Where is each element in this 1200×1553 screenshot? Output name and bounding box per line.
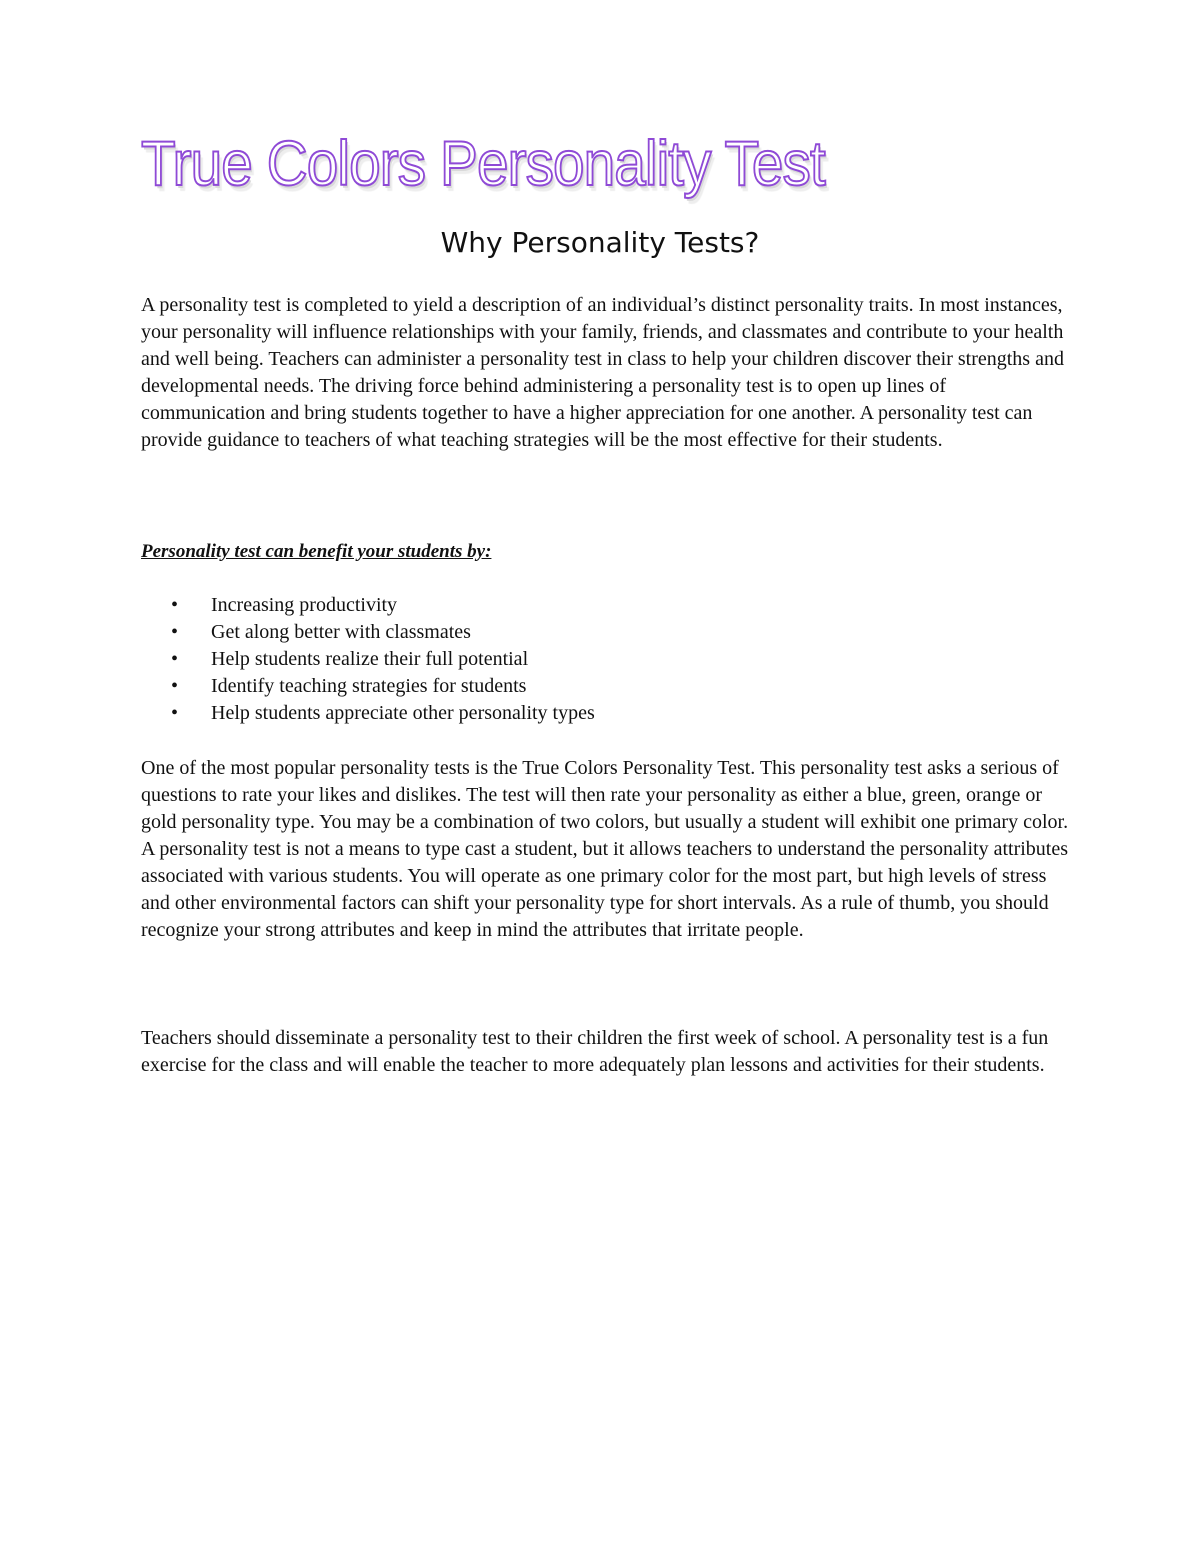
page-title: Why Personality Tests? bbox=[440, 226, 760, 259]
true-colors-paragraph: One of the most popular personality tests is the True Colors Personality Test. This personality test asks a serious of questions to rate your likes and dislikes. The test will then rate your personality as either a blue, green, orange or gold personality type. You may be a combination of two colors, but usually a student will exhibit one primary color. A personality test is not a means to type cast a student, but it allows teachers to understand the personality attributes associated with various students. You will operate as one primary color for the most part, but high levels of stress and other environmental factors can shift your personality type for short intervals. As a rule of thumb, you should recognize your strong attributes and keep in mind the attributes that irritate people. bbox=[141, 757, 1069, 941]
bullet-icon: • bbox=[171, 702, 179, 724]
benefits-list bbox=[141, 592, 1041, 727]
wordart-title: True Colors Personality Test bbox=[141, 129, 825, 199]
list-item-text: Help students realize their full potential bbox=[211, 648, 529, 670]
bullet-icon: • bbox=[171, 675, 179, 697]
list-item-text: Identify teaching strategies for students bbox=[211, 675, 527, 697]
bullet-icon: • bbox=[171, 594, 179, 616]
intro-paragraph: A personality test is completed to yield a description of an individual’s distinct personality traits. In most instances, your personality will influence relationships with your family, friends, and classmates and contribute to your health and well being. Teachers can administer a personality test in class to help your children discover their strengths and developmental needs. The driving force behind administering a personality test is to open up lines of communication and bring students together to have a higher appreciation for one another. A personality test can provide guidance to teachers of what teaching strategies will be the most effective for their students. bbox=[141, 294, 1064, 451]
list-item bbox=[141, 619, 1041, 646]
list-item-text: Get along better with classmates bbox=[211, 621, 471, 643]
benefits-heading: Personality test can benefit your students by: bbox=[141, 541, 492, 562]
list-item-text: Increasing productivity bbox=[211, 594, 398, 616]
bullet-icon: • bbox=[171, 621, 179, 643]
list-item bbox=[141, 646, 1041, 673]
list-item bbox=[141, 592, 1041, 619]
list-item bbox=[141, 673, 1041, 700]
teachers-paragraph: Teachers should disseminate a personality test to their children the first week of school. A personality test is a fun exercise for the class and will enable the teacher to more adequately plan lessons and activities for their students. bbox=[141, 1027, 1049, 1076]
list-item-text: Help students appreciate other personality types bbox=[211, 702, 595, 724]
list-item bbox=[141, 700, 1041, 727]
bullet-icon: • bbox=[171, 648, 179, 670]
